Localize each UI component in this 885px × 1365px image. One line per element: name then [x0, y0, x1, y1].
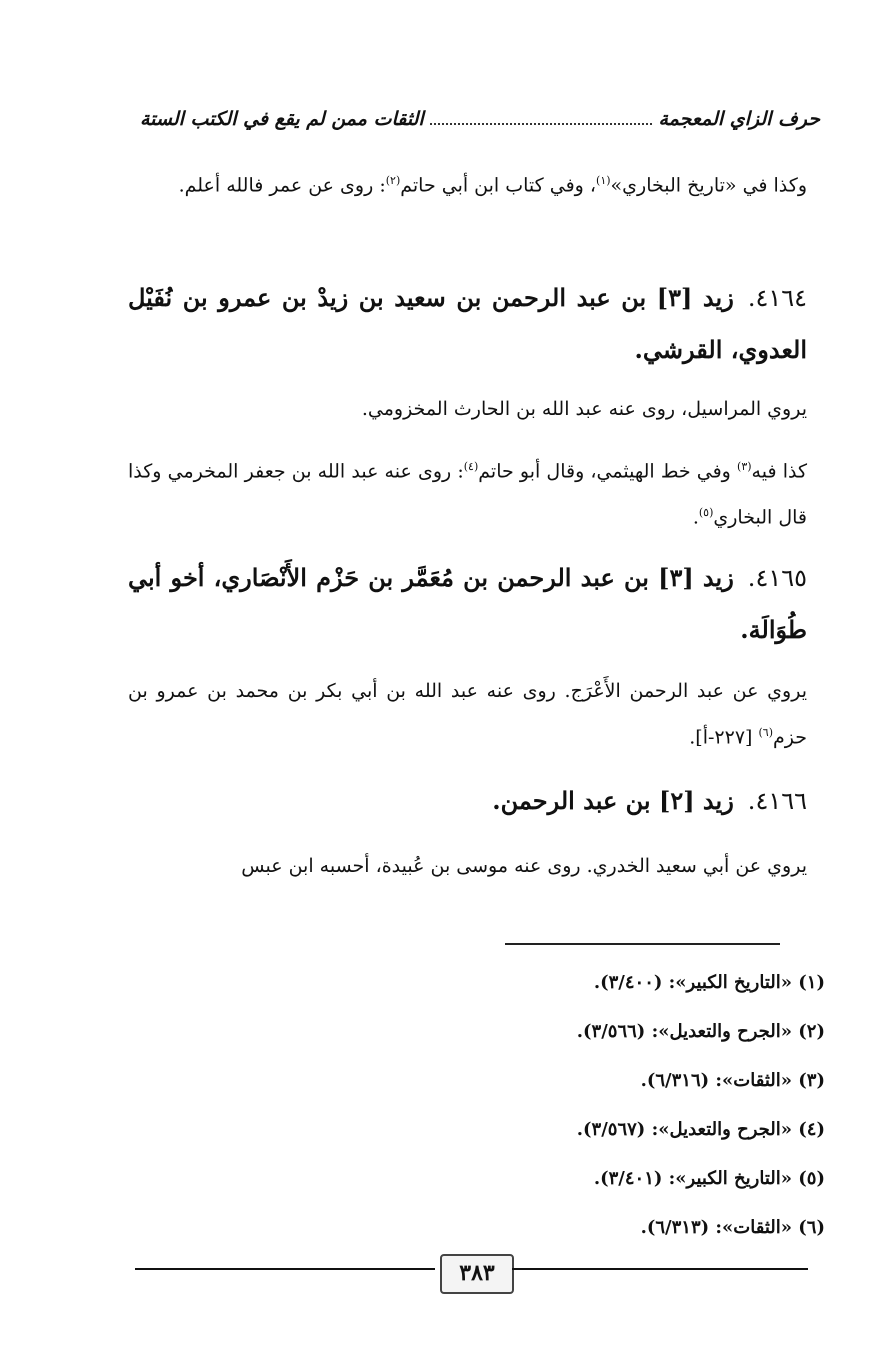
entry-text: يروي عن أبي سعيد الخدري. روى عنه موسى بن عُبيدة، أحسبه ابن عبس: [241, 855, 807, 877]
intro-text-2: ، وفي كتاب ابن أبي حاتم: [400, 174, 597, 197]
footnote-ref: (٢): [385, 174, 401, 187]
footnote-ref: (٦): [758, 726, 773, 739]
intro-paragraph: [128, 160, 807, 206]
footnote-4: (٤) «الجرح والتعديل»: (٣/٥٦٧).: [576, 1119, 825, 1140]
page-number: ٣٨٣: [440, 1254, 514, 1294]
footer-rule-left: [135, 1268, 435, 1270]
intro-text-1: وكذا في «تاريخ البخاري»: [610, 174, 807, 197]
footnote-ref: (٥): [698, 506, 714, 520]
intro-text-3: : روى عن عمر فالله أعلم.: [178, 174, 386, 197]
entry-text: وفي خط الهيثمي، وقال أبو حاتم: [478, 460, 738, 483]
entry-text-4165: [128, 670, 807, 758]
entry-text: يروي المراسيل، روى عنه عبد الله بن الحارث المخزومي.: [361, 398, 807, 420]
entry-text-4166: [128, 845, 807, 887]
footnote-ref: (٤): [463, 460, 479, 473]
footnote-3: (٣) «الثقات»: (٦/٣١٦).: [640, 1070, 825, 1091]
footnote-ref: (١): [596, 174, 611, 187]
footnote-2: (٢) «الجرح والتعديل»: (٣/٥٦٦).: [576, 1021, 825, 1042]
entry-text: يروي عن عبد الرحمن الأَعْرَج. روى عنه عبد الله بن أبي بكر بن محمد بن عمرو بن حزم: [128, 680, 807, 749]
footnote-5: (٥) «التاريخ الكبير»: (٣/٤٠١).: [593, 1168, 825, 1189]
entry-text: : روى عنه عبد الله بن جعفر المخرمي وكذا قال البخاري: [128, 460, 807, 529]
header-chapter-title: حرف الزاي المعجمة: [658, 108, 820, 130]
footnote-separator: [505, 943, 780, 945]
footnote-ref: (٣): [737, 460, 752, 473]
footer-rule-right: [512, 1268, 808, 1270]
entry-text: [٢٢٧-أ].: [689, 726, 759, 749]
entry-number: ٤١٦٥.: [747, 564, 807, 592]
entry-text: .: [692, 506, 699, 529]
entry-title: زيد [٣] بن عبد الرحمن بن مُعَمَّر بن حَزْم الأَنْصَاري، أخو أبي طُوَالَة.: [128, 563, 807, 644]
entry-heading-4165: [128, 552, 807, 656]
entry-number: ٤١٦٦.: [747, 787, 807, 815]
running-header: [140, 108, 820, 131]
entry-number: ٤١٦٤.: [747, 284, 808, 312]
entry-heading-4164: [128, 272, 807, 376]
entry-title: زيد [٢] بن عبد الرحمن.: [492, 786, 734, 815]
entry-text-4164-b: [128, 446, 807, 539]
footnotes: [325, 958, 825, 1252]
entry-text: كذا فيه: [751, 460, 807, 483]
footnote-1: (١) «التاريخ الكبير»: (٣/٤٠٠).: [593, 972, 825, 993]
footnote-6: (٦) «الثقات»: (٦/٣١٣).: [640, 1217, 825, 1238]
entry-heading-4166: [128, 775, 807, 827]
entry-title: زيد [٣] بن عبد الرحمن بن سعيد بن زيدْ بن عمرو بن نُفَيْل العدوي، القرشي.: [128, 283, 807, 364]
header-dot-leader: [430, 122, 653, 125]
header-book-title: الثقات ممن لم يقع في الكتب الستة: [140, 108, 424, 130]
entry-text-4164-a: [128, 388, 807, 430]
